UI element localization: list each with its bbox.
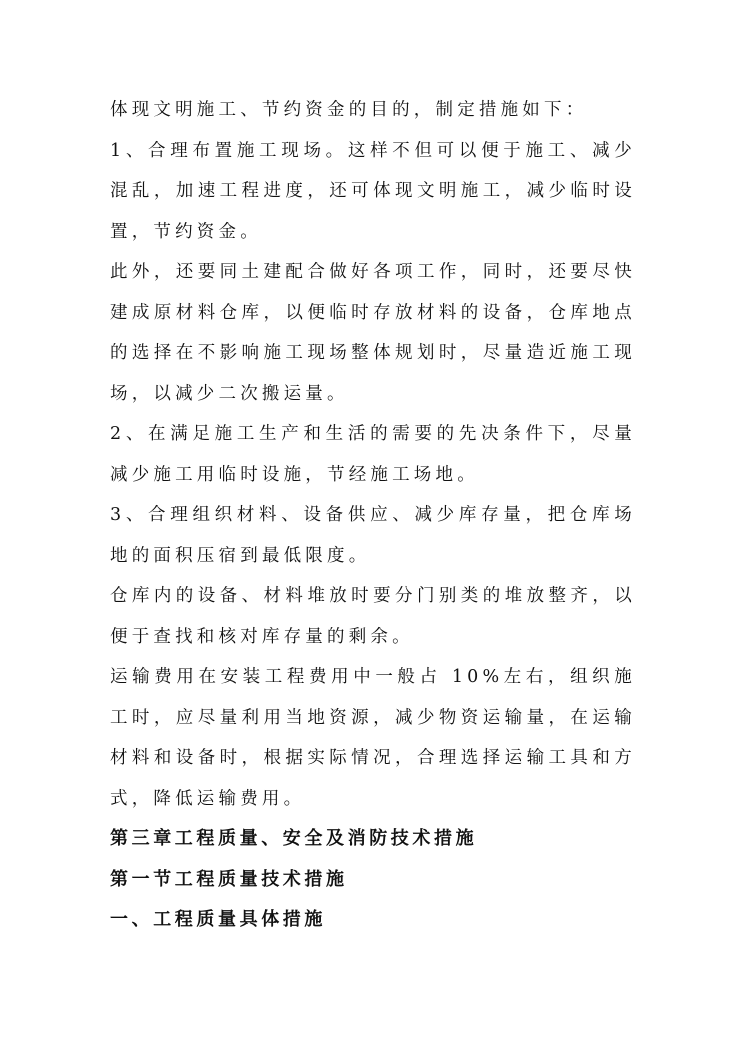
paragraph-storage: 仓库内的设备、材料堆放时要分门别类的堆放整齐，以便于查找和核对库存量的剩余。 [110, 586, 636, 647]
paragraph-item-3: 3、合理组织材料、设备供应、减少库存量，把仓库场地的面积压宿到最低限度。 [110, 505, 636, 566]
document-body [110, 90, 636, 941]
paragraph-item-1: 1、合理布置施工现场。这样不但可以便于施工、减少混乱，加速工程进度，还可体现文明施工，减少临时设置，节约资金。 [110, 140, 636, 242]
section-heading: 第一节工程质量技术措施 [110, 868, 348, 890]
paragraph-warehouse: 此外，还要同土建配合做好各项工作，同时，还要尽快建成原材料仓库，以便临时存放材料的设备，仓库地点的选择在不影响施工现场整体规划时，尽量造近施工现场，以减少二次搬运量。 [110, 262, 636, 404]
chapter-heading: 第三章工程质量、安全及消防技术措施 [110, 828, 478, 849]
paragraph-item-2: 2、在满足施工生产和生活的需要的先决条件下，尽量减少施工用临时设施，节经施工场地。 [110, 424, 636, 485]
paragraph-transport: 运输费用在安装工程费用中一般占 10%左右，组织施工时，应尽量利用当地资源，减少物资运输量，在运输材料和设备时，根据实际情况，合理选择运输工具和方式，降低运输费用。 [110, 667, 636, 809]
paragraph-intro: 体现文明施工、节约资金的目的，制定措施如下： [110, 100, 588, 120]
subsection-heading: 一、工程质量具体措施 [110, 909, 326, 930]
